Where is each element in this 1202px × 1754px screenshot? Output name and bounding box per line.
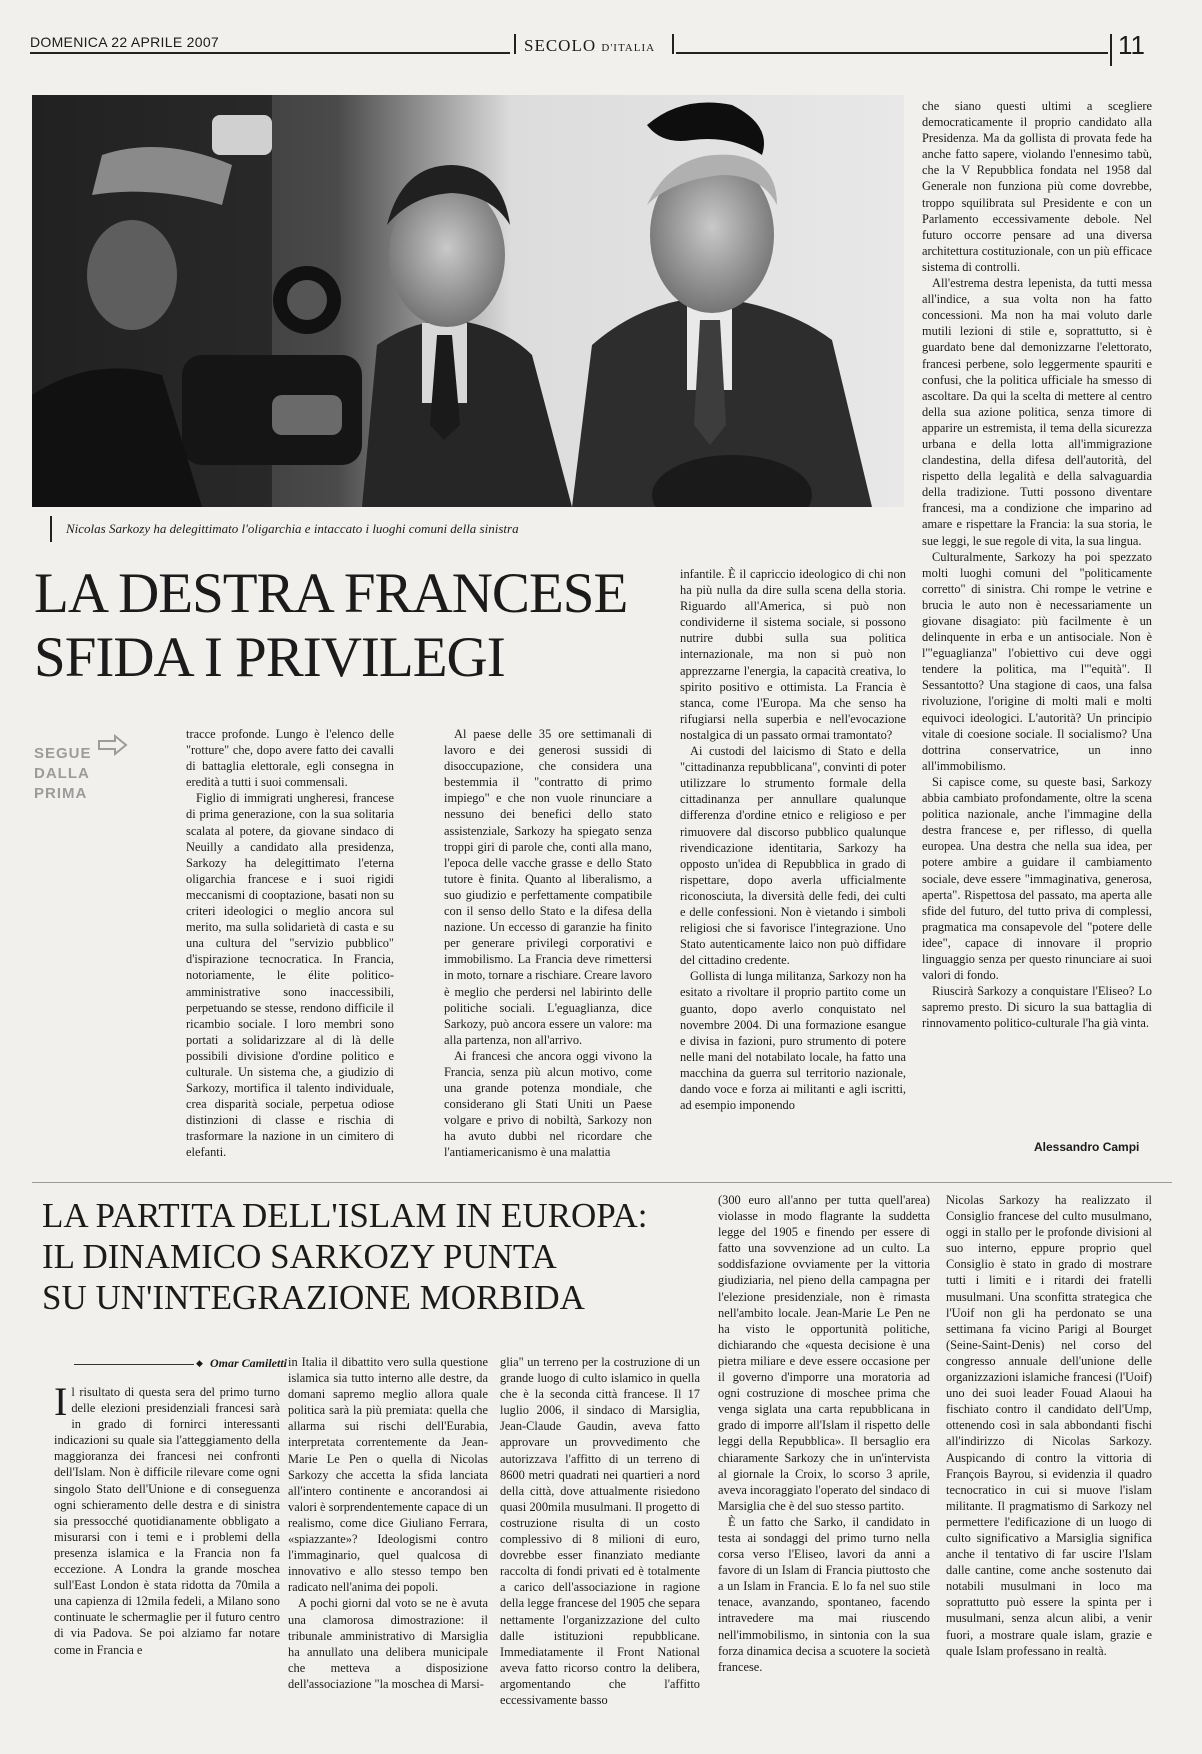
article-headline-2 — [42, 1195, 702, 1318]
headline-line-2: IL DINAMICO SARKOZY PUNTA — [42, 1237, 557, 1276]
segue-word: DALLA — [34, 765, 90, 782]
diamond-icon: ◆ — [196, 1358, 203, 1368]
paragraph: A pochi giorni dal voto se ne è avuta una clamorosa dimostrazione: il tribunale amministrativo di Marsiglia ha annullato una delibera municipale che metteva a disposizione dell'associazione "la moschea di Marsi- — [288, 1596, 488, 1691]
article-column-1 — [186, 726, 394, 1166]
page-number: 11 — [1118, 30, 1145, 60]
headline-line-1: LA DESTRA FRANCESE — [34, 562, 628, 625]
paragraph: Culturalmente, Sarkozy ha poi spezzato molti luoghi comuni del "politicamente corretto" di sinistra. Chi rompe le vetrine e brucia le auto non è necessariamente un giovane disagiato: più facilmente è un delinquente in erba e un antisociale. Non è l'"eguaglianza" l'obiettivo cui deve oggi tendere la politica, ma l'"equità". Il Sessantotto? Una stagione di caos, una falsa rivoluzione, l'origine di molti mali e molti equivoci ideologici. L'autorità? Un principio vitale di coesione sociale. Il socialismo? Una dottrina conservatrice, un inno all'immobilismo. — [922, 549, 1152, 773]
newspaper-name-suffix: D'ITALIA — [601, 42, 656, 54]
paragraph: Gollista di lunga militanza, Sarkozy non ha esitato a rivoltare il proprio partito come un guanto, dopo averlo conquistato nel novembre 2004. Di una formazione esangue e divisa in fazioni, puro strumento di potere nelle mani del notabilato locale, ha fatto una macchina da guerra sul territorio nazionale, dando voce e forza ai militanti e agli iscritti, ad esempio imponendo — [680, 969, 906, 1113]
drop-cap: I — [54, 1384, 68, 1424]
byline-rule — [74, 1364, 194, 1365]
header-divider — [514, 34, 516, 54]
paragraph: Al paese delle 35 ore settimanali di lavoro e dei generosi sussidi di disoccupazione, che considera una bestemmia il "contratto di primo impiego" e che non vuole rinunciare a nessuno dei benefici dello stato assistenziale, Sarkozy ha spiegato senza troppi giri di parole che, conti alla mano, l'epoca delle vacche grasse e dello Stato tutore è finita. Quanto al liberalismo, a suo giudizio e perfettamente compatibile con il senso dello Stato e la difesa della nazione. Un eccesso di garanzie ha finito per generare privilegi corporativi e immobilismo. La Francia deve rimettersi in moto, tornare a rischiare. Creare lavoro è meglio che perdersi nel labirinto delle politiche sociali. L'eguaglianza, dice Sarkozy, può ancora essere un valore: ma alla partenza, non all'arrivo. — [444, 727, 652, 1047]
paragraph: in Italia il dibattito vero sulla questione islamica sia tutto interno alle destre, da domani sapremo meglio allora quale politica sarà la più premiata: quella che allarma sui rischi dell'Eurabia, interpretata correntemente da Jean-Marie Le Pen o quella di Nicolas Sarkozy che accetta la sfida lanciata all'intero continente e ancorandosi ai valori è sorprendentemente capace di un realismo, come dice Giuliano Ferrara, «spiazzante»? Ideologismi contro l'immaginario, quel qualcosa di innovativo e allo stesso tempo ben radicato nell'anima dei popoli. — [288, 1355, 488, 1595]
paragraph: Figlio di immigrati ungheresi, francese di prima generazione, con la sua solitaria scalata al potere, da giovane sindaco di Neuilly a candidato alla presidenza, Sarkozy ha delegittimato l'eterna oligarchia francese e i suoi rigidi meccanismi di cooptazione, basati non su criteri ideologici o meglio ancora sul merito, ma sulla solidarietà di casta e su una cultura del "servizio pubblico" d'ispirazione tecnocratica. In Francia, notoriamente, le élite politico-amministrative sono inaccessibili, perpetuando se stesse, rendono difficile il ricambio sociale. I loro membri sono portati a solidarizzare al di là delle possibili divisione d'ordine politico e culturale. Un sistema che, a giudizio di Sarkozy, mortifica il talento individuale, crea disparità sociale, perpetua odiose distinzioni di classe e rischia di trasformare la nazione in un cimitero di elefanti. — [186, 791, 394, 1160]
paragraph: Riuscirà Sarkozy a conquistare l'Eliseo? Lo sapremo presto. Di sicuro la sua battaglia di rinnovamento politico-culturale l'ha già vinta. — [922, 984, 1152, 1031]
article2-column-2 — [288, 1354, 488, 1722]
headline-line-3: SU UN'INTEGRAZIONE MORBIDA — [42, 1278, 585, 1317]
article2-column-1 — [54, 1384, 280, 1722]
newspaper-name — [524, 36, 655, 56]
paragraph: l risultato di questa sera del primo turno delle elezioni presidenziali francesi sarà in grado di fornirci interessanti indicazioni su quale sia l'atteggiamento della maggioranza dei francesi nei confronti dell'Islam. Non è difficile rilevare come ogni singolo Stato dell'Unione e di conseguenza ogni schieramento delle destra e di sinistra sia pressocché quotidianamente obbligato a misurarsi con i temi e i problemi della presenza islamica e la Francia non fa eccezione. A Londra la grande moschea sull'East London è stata ridotta da 70mila a una capienza di 12mila fedeli, a Milano sono continuate le schermaglie per il futuro centro di via Padova. Se poi alziamo far notare come in Francia e — [54, 1385, 280, 1657]
paragraph: glia" un terreno per la costruzione di un grande luogo di culto islamico in quella che è la seconda città francese. Il 17 luglio 2006, il sindaco di Marsiglia, Jean-Claude Gaudin, aveva fatto approvare un provvedimento che autorizzava l'affitto di un terreno di 8600 metri quadrati nei quartieri a nord della città, dove attualmente risiedono quasi 200mila musulmani. Il progetto di costruzione risulta di un costo complessivo di 8 milioni di euro, dovrebbe esser finanziato mediante raccolta di fondi privati ed è totalmente a carico dell'associazione in ragione della legge francese del 1905 che separa nettamente l'organizzazione del culto dalle istituzioni repubblicane. Immediatamente il Front National aveva fatto ricorso contro la delibera, argomentando che l'affitto eccessivamente basso — [500, 1355, 700, 1707]
article-column-3 — [680, 566, 906, 1166]
paragraph: È un fatto che Sarko, il candidato in testa ai sondaggi del primo turno nella corsa verso l'Eliseo, lavori da anni a favore di un Islam di Francia piuttosto che a un Islam in Francia. E lo fa nel suo stile tenace, avanzando, spontaneo, facendo intravedere ma mai riuscendo nell'immobilismo, in sintonia con la sua forza dinamica decisa a scuotere la società francese. — [718, 1514, 930, 1674]
paragraph: infantile. È il capriccio ideologico di chi non ha più nulla da dire sulla scena della storia. Riguardo all'America, si può non condividerne il sistema sociale, si possono nutrire dubbi sulla sua politica internazionale, ma non si può non apprezzarne l'energia, la capacità creativa, lo spirito positivo e ottimista. La Francia è stanca, come l'Europa. Ma che senso ha rifugiarsi nella superbia e nell'evocazione nostalgica di un passato ormai tramontato? — [680, 567, 906, 742]
author-signature: Alessandro Campi — [1034, 1140, 1140, 1154]
article2-column-4 — [718, 1192, 930, 1722]
paragraph: Nicolas Sarkozy ha realizzato il Consiglio francese del culto musulmano, oggi in stallo per le profonde divisioni al suo interno, eppure proprio quel Consiglio è stato in grado di mostrare tutti i limiti e i ritardi dei fratelli musulmani. Una sconfitta strategica che l'Uoif non gli ha perdonato se una settimana fa vicino Parigi al Bourget (Seine-Saint-Denis) nel corso del congresso annuale dell'unione delle organizzazioni islamiche francesi (l'Uoif) uno dei suoi leader Fouad Alaoui ha fischiato contro il candidato dell'Ump, ottenendo così in sala abbondanti fischi all'indirizzo di Nicolas Sarkozy. Auspicando di contro la vittoria di François Bayrou, si evidenzia il quadro tecnocratico in cui si muove l'islam militante. Il pragmatismo di Sarkozy nel permettere l'edificazione di un luogo di culto significativo a Marsiglia significa anche il tentativo di far uscire l'Islam dalle cantine, come anche sostenuto dai notabili musulmani in loco ma soprattutto può essere la spinta per i musulmani, senza alcun alibi, a venir fuori, a mostrare quale islam, grazie e quale Islam professano in realtà. — [946, 1193, 1152, 1658]
article2-column-3 — [500, 1354, 700, 1722]
news-photo — [32, 95, 904, 507]
section-divider — [32, 1182, 1172, 1183]
article-headline — [34, 562, 664, 690]
byline: Omar Camiletti — [210, 1356, 288, 1370]
segue-word: PRIMA — [34, 785, 88, 802]
paragraph: Ai custodi del laicismo di Stato e della "cittadinanza repubblicana", convinti di poter utilizzare lo strumento formale della cittadinanza per annullare qualunque differenza d'ordine etnico e religioso e per rimuovere dal discorso pubblico qualunque rivendicazione identitaria, Sarkozy ha opposto un'idea di Repubblica in grado di rispettare, dopo averla ufficialmente riconosciuta, la diversità delle fedi, dei culti e delle confessioni. Non è vietando i simboli religiosi che si favorisce l'integrazione. Uno Stato autenticamente laico non può diffidare del cittadino credente. — [680, 744, 906, 968]
newspaper-name-main: SECOLO — [524, 36, 597, 55]
paragraph: Ai francesi che ancora oggi vivono la Francia, senza più alcun motivo, come una grande potenza mondiale, che considerano gli Stati Uniti un Paese volgare e privo di nobiltà, Sarkozy non ha avuto dubbi nel ricordare che l'antiamericanismo è una malattia — [444, 1048, 652, 1160]
caption-marker — [50, 516, 52, 542]
header-rule-left — [30, 52, 510, 54]
headline-line-2: SFIDA I PRIVILEGI — [34, 626, 505, 689]
paragraph: Si capisce come, su queste basi, Sarkozy abbia cambiato profondamente, oltre la scena politica nazionale, anche l'immagine della destra francese e, per riflesso, di quella europea. Una destra che nella sua idea, per potere ambire a guidare il cambiamento sociale, deve essere "immaginativa, generosa, aperta". Rispettosa del passato, ma aperta alle sfide del futuro, del tutto priva di complessi, pragmatica ma consapevole del "potere delle idee", capace di innovare il proprio linguaggio senza per questo rinunciare ai suoi valori di fondo. — [922, 774, 1152, 983]
segue-word: SEGUE — [34, 745, 92, 762]
header-divider — [1110, 34, 1112, 66]
paragraph: (300 euro all'anno per tutta quell'area) violasse in modo flagrante la suddetta legge del 1905 e finendo per essere di fatto una sovvenzione ad un culto. La soddisfazione ovviamente per la vittoria giudiziaria, nel pieno della campagna per l'elezione presidenziale, non è rimasta nell'ambito locale. Jean-Marie Le Pen ne ha visto le opportunità politiche, dichiarando che «questa decisione è una pietra miliare e deve essere occasione per il governo d'imporre una moratoria ad ogni costruzione di moschee prima che venga siglata una carta repubblicana in grado di imporre all'Islam il rispetto delle leggi della Repubblica». Il bersaglio era chiaramente Sarkozy che in un'intervista al giornale la Croix, lo scorso 3 aprile, aveva incoraggiato l'operato del sindaco di Marsiglia che è del suo stesso partito. — [718, 1193, 930, 1513]
paragraph: che siano questi ultimi a scegliere democraticamente il proprio candidato alla Presidenza. Ma da gollista di provata fede ha anche fatto sapere, violando l'ennesimo tabù, che la V Repubblica fondata nel 1958 dal Generale non funziona più come dovrebbe, troppo squilibrata sul Presidente e con un Parlamento eccessivamente debole. Nel futuro occorre pensare ad una diversa architettura costituzionale, con un più efficace sistema di controlli. — [922, 99, 1152, 274]
article-column-2 — [444, 726, 652, 1166]
article2-column-5 — [946, 1192, 1152, 1722]
paragraph: tracce profonde. Lungo è l'elenco delle "rotture" che, dopo avere fatto dei cavalli di battaglia elettorale, egli consegna in eredità a tutti i suoi commensali. — [186, 727, 394, 790]
segue-label — [34, 744, 154, 804]
continue-arrow-icon — [98, 734, 128, 756]
header-rule-right — [676, 52, 1108, 54]
article-column-4 — [922, 98, 1152, 1134]
photo-illustration — [32, 95, 904, 507]
issue-date: DOMENICA 22 APRILE 2007 — [30, 34, 219, 50]
header-divider — [672, 34, 674, 54]
headline-line-1: LA PARTITA DELL'ISLAM IN EUROPA: — [42, 1196, 648, 1235]
paragraph: All'estrema destra lepenista, da tutti messa all'indice, a sua volta non ha fatto concessioni. Ma non ha mai voluto darle mutili lezioni di stile e, soprattutto, si è guardato bene dal demonizzarne l'elettorato, francesi perbene, solo leggermente spauriti e confusi, che la politica ufficiale ha smesso di ascoltare. Da qui la scelta di mettere al centro della sua azione politica, senza timore di apparire un estremista, il tema della sicurezza urbana e della lotta all'immigrazione clandestina, della difesa dell'autorità, del rispetto della legalità e della salvaguardia della tradizione. Tutti possono diventare francesi, ma a condizione che imparino ad amare e rispettare la Francia: la sua storia, le sue leggi, le sue regole di vita, la sua lingua. — [922, 276, 1152, 548]
photo-caption: Nicolas Sarkozy ha delegittimato l'oligarchia e intaccato i luoghi comuni della sinistra — [66, 521, 519, 536]
